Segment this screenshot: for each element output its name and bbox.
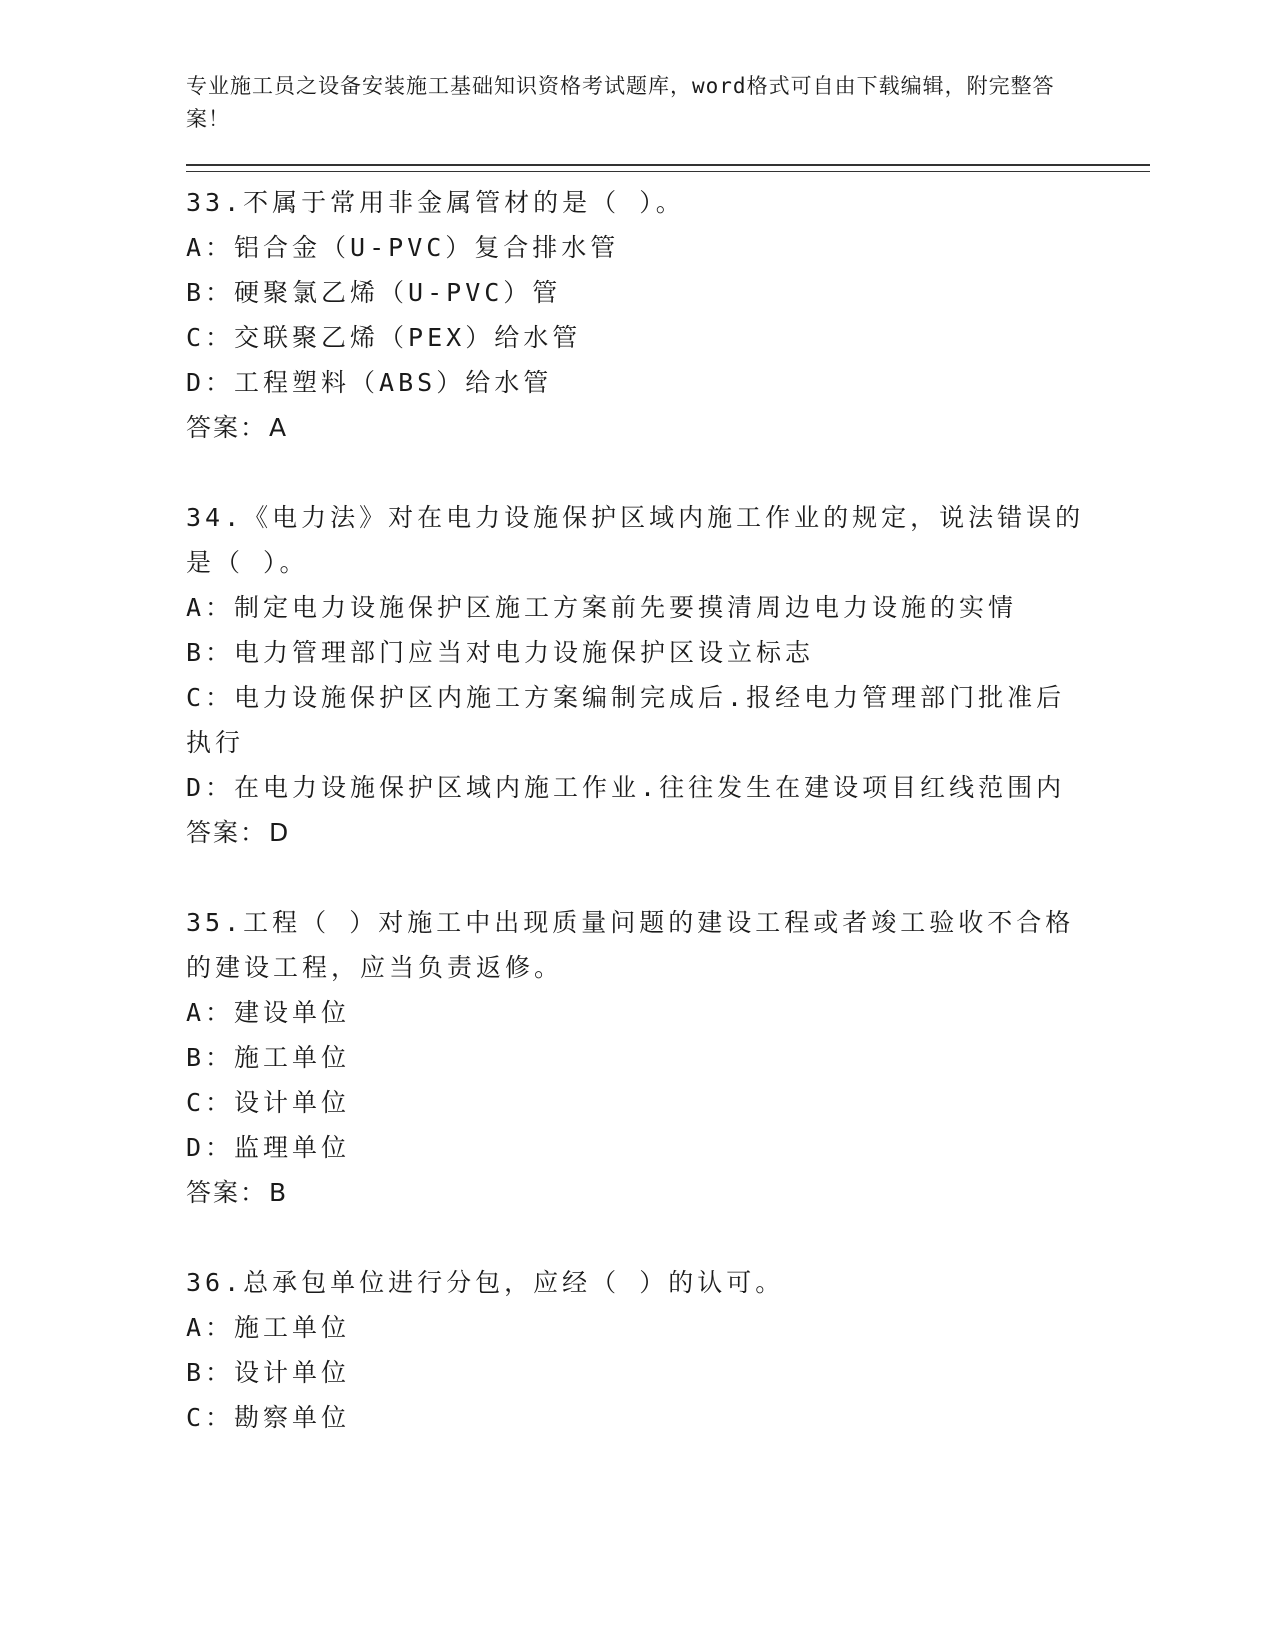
question-35 bbox=[186, 900, 1146, 1215]
option-d: D：监理单位 bbox=[186, 1133, 351, 1162]
option-c: C：电力设施保护区内施工方案编制完成后.报经电力管理部门批准后执行 bbox=[186, 683, 1066, 757]
answer-label: 答案： bbox=[186, 1178, 268, 1207]
answer-line bbox=[186, 810, 1146, 855]
option-a: A：施工单位 bbox=[186, 1313, 351, 1342]
document-header: 专业施工员之设备安装施工基础知识资格考试题库，word格式可自由下载编辑，附完整答案！ bbox=[186, 74, 1055, 131]
option-c: C：勘察单位 bbox=[186, 1403, 351, 1432]
answer-value: D bbox=[269, 818, 291, 847]
answer-line bbox=[186, 405, 1146, 450]
option-b: B：施工单位 bbox=[186, 1043, 351, 1072]
header-divider bbox=[186, 164, 1150, 172]
option-d: D：在电力设施保护区域内施工作业.往往发生在建设项目红线范围内 bbox=[186, 773, 1066, 802]
question-33 bbox=[186, 180, 1146, 450]
option-b: B：设计单位 bbox=[186, 1358, 351, 1387]
question-stem: 36.总承包单位进行分包，应经（ ）的认可。 bbox=[186, 1268, 785, 1297]
option-c: C：设计单位 bbox=[186, 1088, 351, 1117]
option-a: A：铝合金（U-PVC）复合排水管 bbox=[186, 233, 620, 262]
answer-value: A bbox=[269, 413, 289, 442]
question-stem: 33.不属于常用非金属管材的是（ ）。 bbox=[186, 188, 685, 217]
option-b: B：硬聚氯乙烯（U-PVC）管 bbox=[186, 278, 562, 307]
option-c: C：交联聚乙烯（PEX）给水管 bbox=[186, 323, 582, 352]
document-page bbox=[186, 70, 1146, 1440]
option-d: D：工程塑料（ABS）给水管 bbox=[186, 368, 553, 397]
question-stem: 35.工程（ ）对施工中出现质量问题的建设工程或者竣工验收不合格的建设工程，应当负责返修。 bbox=[186, 908, 1075, 982]
option-a: A：制定电力设施保护区施工方案前先要摸清周边电力设施的实情 bbox=[186, 593, 1018, 622]
answer-label: 答案： bbox=[186, 413, 268, 442]
question-36 bbox=[186, 1260, 1146, 1440]
option-a: A：建设单位 bbox=[186, 998, 351, 1027]
answer-label: 答案： bbox=[186, 818, 268, 847]
question-34 bbox=[186, 495, 1146, 855]
answer-line bbox=[186, 1170, 1146, 1215]
answer-value: B bbox=[269, 1178, 289, 1207]
question-stem: 34.《电力法》对在电力设施保护区域内施工作业的规定，说法错误的是（ ）。 bbox=[186, 503, 1085, 577]
option-b: B：电力管理部门应当对电力设施保护区设立标志 bbox=[186, 638, 815, 667]
